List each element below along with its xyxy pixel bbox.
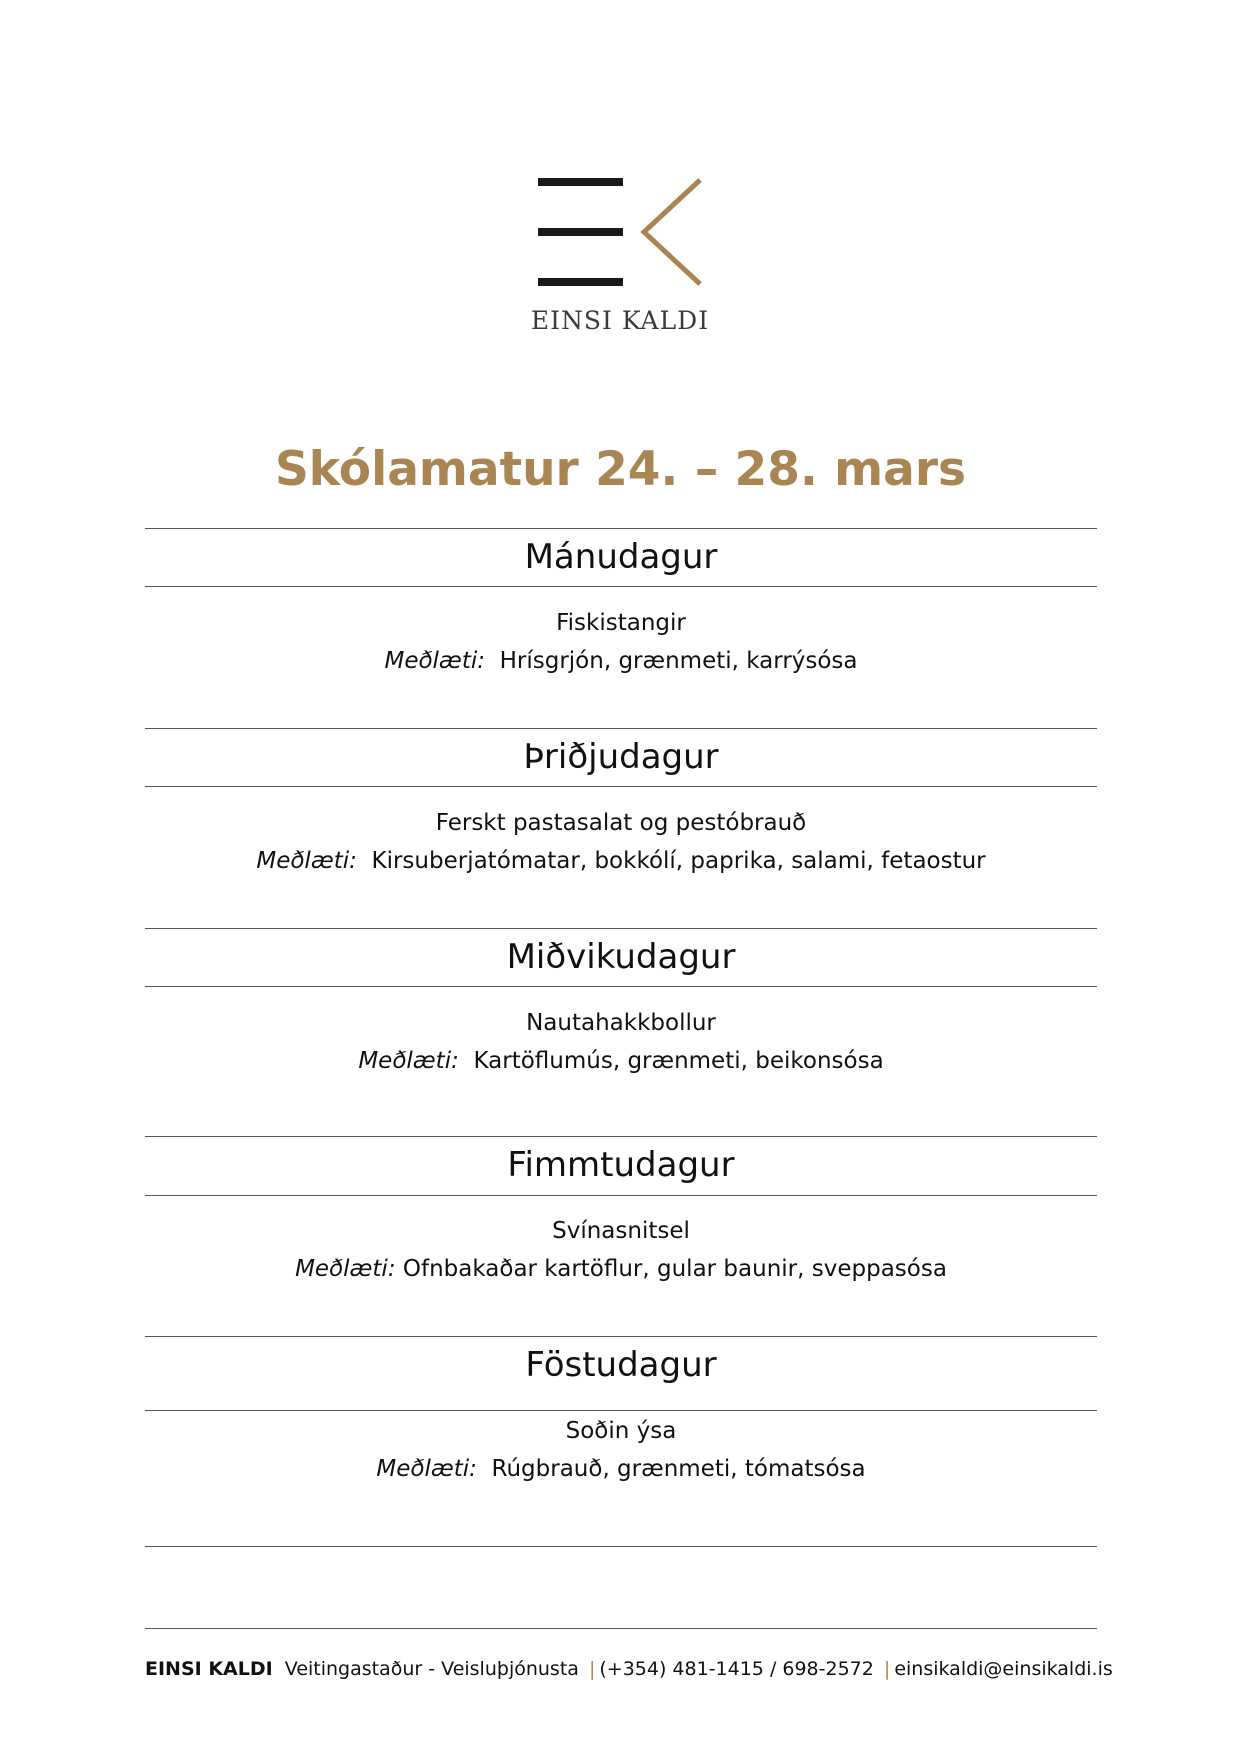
day-heading-monday: Mánudagur bbox=[524, 537, 718, 577]
sides-text: Rúgbrauð, grænmeti, tómatsósa bbox=[491, 1456, 866, 1482]
dish-friday: Soðin ýsa bbox=[565, 1418, 677, 1444]
dish-monday: Fiskistangir bbox=[556, 610, 686, 636]
sides-label: Meðlæti: bbox=[256, 848, 357, 874]
day-heading-wednesday: Miðvikudagur bbox=[506, 937, 736, 977]
divider bbox=[145, 928, 1097, 929]
sides-friday bbox=[145, 1454, 1097, 1484]
footer-separator: | bbox=[588, 1658, 596, 1680]
sides-text: Ofnbakaðar kartöflur, gular baunir, sveppasósa bbox=[402, 1256, 947, 1282]
dish-thursday: Svínasnitsel bbox=[552, 1218, 690, 1244]
footer-brand: EINSI KALDI bbox=[145, 1658, 273, 1680]
sides-wednesday bbox=[145, 1046, 1097, 1076]
divider bbox=[145, 1136, 1097, 1137]
divider bbox=[145, 1410, 1097, 1411]
sides-tuesday bbox=[145, 846, 1097, 876]
page-title: Skólamatur 24. – 28. mars bbox=[274, 442, 967, 497]
day-heading-friday: Föstudagur bbox=[525, 1345, 717, 1385]
divider bbox=[145, 1336, 1097, 1337]
divider bbox=[145, 1195, 1097, 1196]
sides-label: Meðlæti: bbox=[295, 1256, 396, 1282]
divider bbox=[145, 528, 1097, 529]
footer-email[interactable]: einsikaldi@einsikaldi.is bbox=[894, 1658, 1113, 1680]
dish-tuesday: Ferskt pastasalat og pestóbrauð bbox=[435, 810, 807, 836]
sides-text: Kirsuberjatómatar, bokkólí, paprika, salami, fetaostur bbox=[371, 848, 986, 874]
footer-divider bbox=[145, 1628, 1097, 1629]
company-logo bbox=[520, 178, 720, 338]
sides-text: Hrísgrjón, grænmeti, karrýsósa bbox=[499, 648, 858, 674]
sides-label: Meðlæti: bbox=[358, 1048, 459, 1074]
sides-monday bbox=[145, 646, 1097, 676]
divider bbox=[145, 986, 1097, 987]
sides-text: Kartöflumús, grænmeti, beikonsósa bbox=[473, 1048, 884, 1074]
footer-phone: (+354) 481-1415 / 698-2572 bbox=[599, 1658, 874, 1680]
sides-label: Meðlæti: bbox=[376, 1456, 477, 1482]
dish-wednesday: Nautahakkbollur bbox=[526, 1010, 716, 1036]
divider bbox=[145, 586, 1097, 587]
logo-wordmark: EINSI KALDI bbox=[530, 306, 710, 335]
day-heading-thursday: Fimmtudagur bbox=[507, 1145, 735, 1185]
sides-thursday bbox=[145, 1254, 1097, 1284]
footer bbox=[145, 1656, 1113, 1682]
ek-monogram-icon bbox=[520, 178, 720, 298]
footer-separator: | bbox=[883, 1658, 891, 1680]
day-heading-tuesday: Þriðjudagur bbox=[523, 737, 719, 777]
divider bbox=[145, 1546, 1097, 1547]
footer-services: Veitingastaður - Veisluþjónusta bbox=[284, 1658, 579, 1680]
divider bbox=[145, 786, 1097, 787]
sides-label: Meðlæti: bbox=[384, 648, 485, 674]
divider bbox=[145, 728, 1097, 729]
